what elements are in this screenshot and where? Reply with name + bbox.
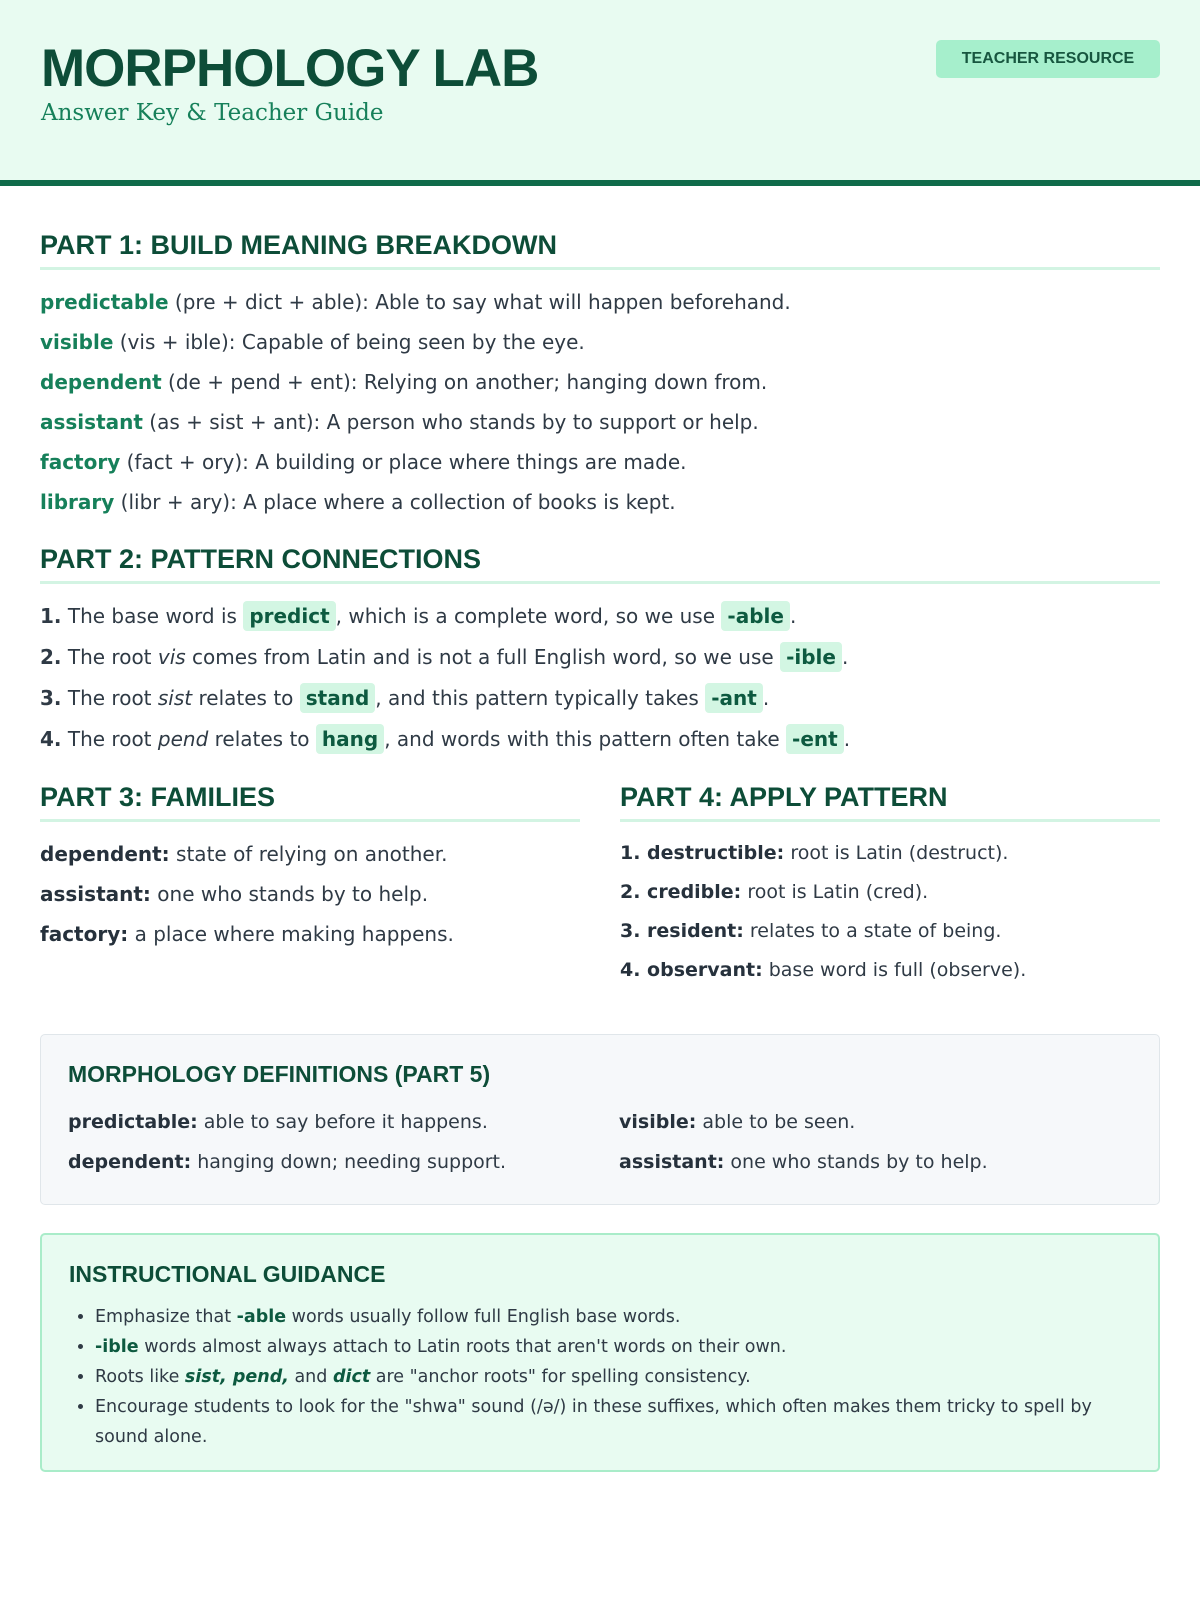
family-def: a place where making happens. bbox=[128, 922, 454, 946]
page-subtitle: Answer Key & Teacher Guide bbox=[41, 100, 384, 126]
text-run: Encourage students to look for the "shwa" sound (/ə/) in these suffixes, which often makes them tricky to spell by sound alone. bbox=[95, 1397, 1092, 1447]
definition-term: visible: bbox=[619, 1111, 697, 1133]
instructional-guidance-box bbox=[40, 1233, 1160, 1472]
part1-word: visible bbox=[40, 330, 114, 354]
guidance-bullet bbox=[95, 1392, 1131, 1452]
text-run: The base word is bbox=[61, 604, 244, 628]
apply-term: 1. destructible: bbox=[620, 842, 785, 864]
definition-term: predictable: bbox=[68, 1111, 198, 1133]
apply-def: root is Latin (destruct). bbox=[784, 842, 1009, 864]
part1-item bbox=[40, 282, 1160, 322]
root-highlight: sist, pend, bbox=[184, 1367, 289, 1387]
text-run: comes from Latin and is not a full English word, so we use bbox=[185, 645, 781, 669]
root-word: sist bbox=[157, 686, 193, 710]
text-run: Roots like bbox=[95, 1367, 185, 1387]
apply-term: 2. credible: bbox=[620, 881, 742, 903]
part2-item bbox=[40, 678, 1160, 719]
text-run: relates to bbox=[208, 727, 316, 751]
part2-section bbox=[40, 544, 1160, 760]
page-header bbox=[0, 0, 1200, 186]
item-number: 2. bbox=[40, 645, 62, 669]
definition-text: hanging down; needing support. bbox=[191, 1151, 507, 1173]
part1-section bbox=[40, 230, 1160, 522]
part1-item bbox=[40, 482, 1160, 522]
text-run: and bbox=[288, 1367, 333, 1387]
part3-section bbox=[40, 782, 580, 990]
part1-rest: (pre + dict + able): Able to say what will happen beforehand. bbox=[168, 290, 791, 314]
part1-item bbox=[40, 322, 1160, 362]
guidance-bullet bbox=[95, 1362, 1131, 1392]
page-title: MORPHOLOGY LAB bbox=[41, 39, 539, 98]
definition-item bbox=[619, 1102, 1132, 1142]
part1-item bbox=[40, 442, 1160, 482]
family-def: state of relying on another. bbox=[169, 842, 448, 866]
text-run: are "anchor roots" for spelling consistency. bbox=[370, 1367, 751, 1387]
part4-section bbox=[620, 782, 1160, 990]
suffix-highlight: -ible bbox=[95, 1337, 139, 1357]
apply-def: root is Latin (cred). bbox=[741, 881, 929, 903]
apply-term: 3. resident: bbox=[620, 920, 744, 942]
part1-word: predictable bbox=[40, 290, 169, 314]
part1-rest: (libr + ary): A place where a collection of books is kept. bbox=[114, 490, 676, 514]
part1-word: factory bbox=[40, 450, 121, 474]
text-run: The root bbox=[61, 645, 158, 669]
families-apply-columns bbox=[40, 782, 1160, 990]
part2-heading: PART 2: PATTERN CONNECTIONS bbox=[40, 544, 1160, 584]
part3-item bbox=[40, 874, 580, 914]
definition-item bbox=[68, 1102, 619, 1142]
suffix-chip: -ent bbox=[786, 724, 844, 754]
part1-rest: (vis + ible): Capable of being seen by the eye. bbox=[113, 330, 585, 354]
base-word-chip: predict bbox=[243, 601, 335, 631]
part1-rest: (fact + ory): A building or place where things are made. bbox=[120, 450, 687, 474]
family-term: dependent: bbox=[40, 842, 170, 866]
text-run: , and words with this pattern often take bbox=[384, 727, 787, 751]
part1-word: assistant bbox=[40, 410, 143, 434]
text-run: words almost always attach to Latin roots that aren't words on their own. bbox=[138, 1337, 787, 1357]
part1-item bbox=[40, 402, 1160, 442]
apply-term: 4. observant: bbox=[620, 959, 763, 981]
suffix-chip: -ant bbox=[705, 683, 763, 713]
item-number: 4. bbox=[40, 727, 62, 751]
text-run: Emphasize that bbox=[95, 1307, 237, 1327]
meaning-chip: hang bbox=[316, 724, 384, 754]
family-term: factory: bbox=[40, 922, 129, 946]
apply-def: relates to a state of being. bbox=[743, 920, 1002, 942]
part1-word: dependent bbox=[40, 370, 162, 394]
part3-heading: PART 3: FAMILIES bbox=[40, 782, 580, 822]
part1-rest: (de + pend + ent): Relying on another; hanging down from. bbox=[161, 370, 768, 394]
definition-text: one who stands by to help. bbox=[724, 1151, 988, 1173]
family-term: assistant: bbox=[40, 882, 151, 906]
part4-heading: PART 4: APPLY PATTERN bbox=[620, 782, 1160, 822]
meaning-chip: stand bbox=[300, 683, 376, 713]
part1-heading: PART 1: BUILD MEANING BREAKDOWN bbox=[40, 230, 1160, 270]
apply-def: base word is full (observe). bbox=[762, 959, 1027, 981]
part2-item bbox=[40, 596, 1160, 637]
part1-item bbox=[40, 362, 1160, 402]
part4-item bbox=[620, 951, 1160, 990]
suffix-highlight: -able bbox=[236, 1307, 287, 1327]
text-run: . bbox=[841, 645, 849, 669]
part3-item bbox=[40, 834, 580, 874]
definitions-grid bbox=[68, 1102, 1132, 1182]
part4-item bbox=[620, 873, 1160, 912]
definition-text: able to say before it happens. bbox=[197, 1111, 488, 1133]
part1-rest: (as + sist + ant): A person who stands by to support or help. bbox=[142, 410, 759, 434]
part2-item bbox=[40, 637, 1160, 678]
definition-item bbox=[619, 1142, 1132, 1182]
part2-item bbox=[40, 719, 1160, 760]
guidance-list bbox=[69, 1302, 1131, 1452]
root-word: vis bbox=[157, 645, 186, 669]
definition-term: assistant: bbox=[619, 1151, 725, 1173]
definitions-box bbox=[40, 1034, 1160, 1205]
item-number: 1. bbox=[40, 604, 62, 628]
root-word: pend bbox=[157, 727, 209, 751]
text-run: words usually follow full English base words. bbox=[286, 1307, 681, 1327]
text-run: relates to bbox=[192, 686, 300, 710]
text-run: . bbox=[762, 686, 770, 710]
text-run: , which is a complete word, so we use bbox=[335, 604, 722, 628]
teacher-resource-badge: TEACHER RESOURCE bbox=[936, 40, 1160, 78]
definitions-heading: MORPHOLOGY DEFINITIONS (PART 5) bbox=[68, 1061, 491, 1087]
main-content bbox=[0, 230, 1200, 1472]
text-run: The root bbox=[61, 727, 158, 751]
part4-item bbox=[620, 834, 1160, 873]
suffix-chip: -able bbox=[721, 601, 790, 631]
definition-item bbox=[68, 1142, 619, 1182]
part4-item bbox=[620, 912, 1160, 951]
text-run: . bbox=[843, 727, 851, 751]
text-run: . bbox=[789, 604, 797, 628]
guidance-bullet bbox=[95, 1332, 1131, 1362]
family-def: one who stands by to help. bbox=[150, 882, 429, 906]
guidance-bullet bbox=[95, 1302, 1131, 1332]
root-highlight: dict bbox=[332, 1367, 371, 1387]
text-run: , and this pattern typically takes bbox=[375, 686, 706, 710]
suffix-chip: -ible bbox=[780, 642, 842, 672]
definition-text: able to be seen. bbox=[696, 1111, 856, 1133]
part3-item bbox=[40, 914, 580, 954]
text-run: The root bbox=[61, 686, 158, 710]
item-number: 3. bbox=[40, 686, 62, 710]
definition-term: dependent: bbox=[68, 1151, 192, 1173]
part1-word: library bbox=[40, 490, 115, 514]
guidance-heading: INSTRUCTIONAL GUIDANCE bbox=[69, 1261, 386, 1287]
